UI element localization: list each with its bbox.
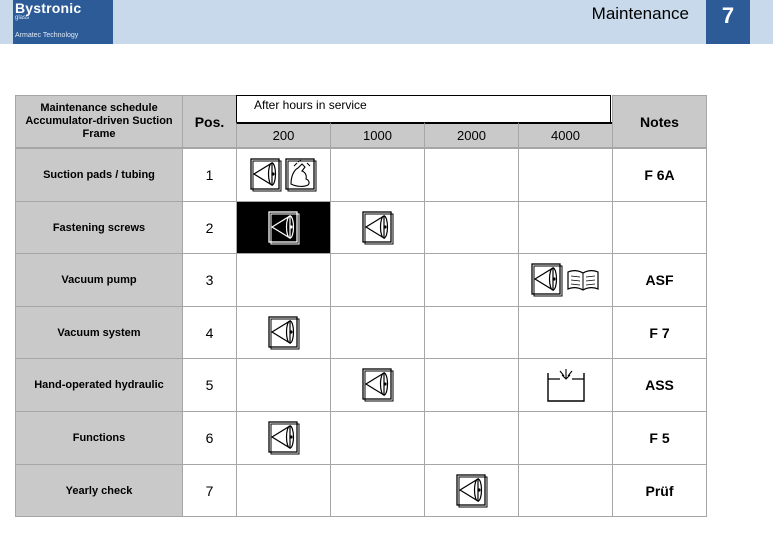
interval-cell <box>518 201 613 254</box>
position-cell: 4 <box>182 306 237 359</box>
interval-cell <box>424 253 519 307</box>
maintenance-schedule-table <box>15 95 707 516</box>
task-cell: Functions <box>15 411 183 465</box>
interval-cell <box>330 306 425 359</box>
interval-cell <box>236 306 331 359</box>
inspect-icon <box>250 158 282 192</box>
interval-cell <box>424 464 519 517</box>
hours-col-200: 200 <box>236 122 331 148</box>
hours-col-2000: 2000 <box>424 122 519 148</box>
schedule-title-header: Maintenance schedule Accumulator-driven Suction Frame <box>15 95 183 148</box>
interval-cell <box>518 306 613 359</box>
note-cell: F 7 <box>612 306 707 359</box>
interval-cell <box>330 201 425 254</box>
interval-cell <box>330 148 425 202</box>
interval-cell <box>236 358 331 412</box>
inspect-icon <box>362 211 394 245</box>
inspect-icon <box>268 316 300 350</box>
inspect-icon <box>362 368 394 402</box>
chapter-number: 7 <box>706 0 750 44</box>
hours-header: After hours in service <box>236 95 611 123</box>
interval-cell <box>518 253 613 307</box>
clean-icon <box>285 158 317 192</box>
interval-cell <box>424 411 519 465</box>
interval-cell <box>518 464 613 517</box>
note-cell: F 5 <box>612 411 707 465</box>
position-cell: 7 <box>182 464 237 517</box>
interval-cell <box>236 464 331 517</box>
interval-cell <box>236 253 331 307</box>
logo-sub: glass <box>15 15 30 21</box>
interval-cell <box>424 148 519 202</box>
task-cell: Yearly check <box>15 464 183 517</box>
interval-cell <box>424 306 519 359</box>
position-cell: 1 <box>182 148 237 202</box>
logo-name: Bystronic <box>15 0 82 16</box>
pos-header: Pos. <box>182 95 237 148</box>
position-cell: 2 <box>182 201 237 254</box>
fill-oil-icon <box>546 367 586 403</box>
note-cell: Prüf <box>612 464 707 517</box>
task-cell: Vacuum system <box>15 306 183 359</box>
task-cell: Hand-operated hydraulic <box>15 358 183 412</box>
task-cell: Vacuum pump <box>15 253 183 307</box>
interval-cell <box>518 148 613 202</box>
interval-cell <box>236 148 331 202</box>
interval-cell <box>330 253 425 307</box>
page-header <box>0 0 773 44</box>
interval-cell <box>518 358 613 412</box>
position-cell: 5 <box>182 358 237 412</box>
note-cell: ASS <box>612 358 707 412</box>
position-cell: 6 <box>182 411 237 465</box>
note-cell <box>612 201 707 254</box>
interval-cell <box>518 411 613 465</box>
inspect-icon <box>268 211 300 245</box>
manual-book-icon <box>566 268 600 292</box>
interval-cell <box>424 201 519 254</box>
hours-col-1000: 1000 <box>330 122 425 148</box>
notes-header: Notes <box>612 95 707 148</box>
interval-cell <box>330 358 425 412</box>
interval-cell <box>330 411 425 465</box>
interval-cell <box>330 464 425 517</box>
logo-tagline: Armatec Technology <box>15 32 79 39</box>
inspect-icon <box>456 474 488 508</box>
interval-cell <box>236 201 331 254</box>
company-logo <box>13 0 113 44</box>
position-cell: 3 <box>182 253 237 307</box>
task-cell: Suction pads / tubing <box>15 148 183 202</box>
inspect-icon <box>531 263 563 297</box>
page-title: Maintenance <box>591 4 689 23</box>
interval-cell <box>236 411 331 465</box>
note-cell: ASF <box>612 253 707 307</box>
task-cell: Fastening screws <box>15 201 183 254</box>
inspect-icon <box>268 421 300 455</box>
interval-cell <box>424 358 519 412</box>
note-cell: F 6A <box>612 148 707 202</box>
hours-col-4000: 4000 <box>518 122 613 148</box>
